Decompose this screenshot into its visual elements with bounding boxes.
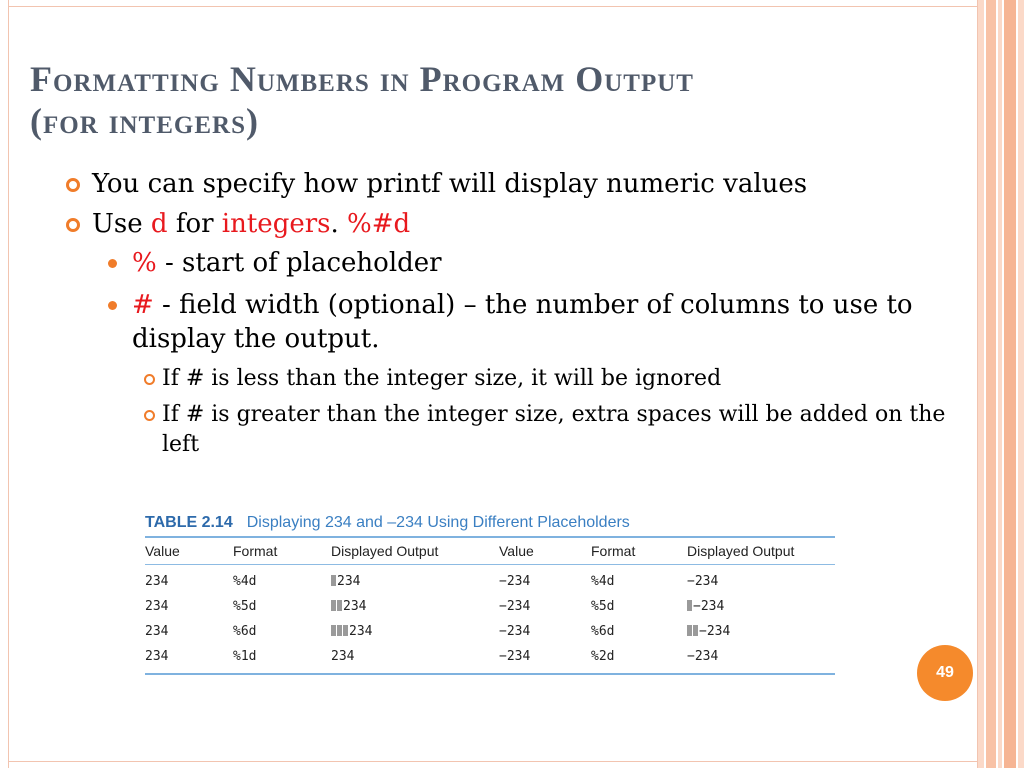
space-marker-icon: [343, 625, 348, 636]
output-cell: [687, 594, 831, 619]
sub-bullet-text: - start of placeholder: [156, 248, 442, 278]
header-value: Value: [145, 543, 180, 559]
cell-text: %6d: [233, 624, 257, 639]
value-cell: [499, 569, 591, 594]
bullet-d-highlight: d: [150, 209, 168, 239]
format-cell: [233, 644, 331, 669]
cell-text: −234: [699, 624, 731, 639]
format-cell: [591, 594, 687, 619]
value-cell: [499, 594, 591, 619]
bullet-code-highlight: %#d: [347, 209, 411, 239]
output-cell: [687, 619, 831, 644]
space-marker-icon: [687, 625, 692, 636]
space-marker-icon: [337, 625, 342, 636]
format-cell: [233, 594, 331, 619]
cell-text: %5d: [233, 599, 257, 614]
sub-bullet-percent: [60, 246, 960, 280]
value-cell: [145, 619, 233, 644]
ring-bullet-icon: [144, 410, 155, 421]
cell-text: %4d: [591, 574, 615, 589]
format-cell: [233, 569, 331, 594]
cell-text: 234: [145, 599, 169, 614]
table-row: [145, 569, 831, 594]
table-row: [145, 619, 831, 644]
sub-sub-bullet-ignored: [60, 364, 960, 394]
output-cell: [687, 569, 831, 594]
bullet-text-mid: for: [167, 209, 222, 239]
table-caption: [145, 510, 835, 536]
cell-text: %6d: [591, 624, 615, 639]
table-body: [145, 569, 831, 669]
sub-bullet-hash: [60, 288, 960, 356]
cell-text: −234: [687, 574, 719, 589]
value-cell: [145, 569, 233, 594]
output-cell: [687, 644, 831, 669]
space-marker-icon: [693, 625, 698, 636]
cell-text: %2d: [591, 649, 615, 664]
cell-text: %5d: [591, 599, 615, 614]
bullet-use-d: [60, 206, 960, 242]
cell-text: 234: [145, 574, 169, 589]
cell-text: 234: [145, 649, 169, 664]
table-bottom-rule: [145, 673, 835, 675]
sub-sub-bullet-text: If # is less than the integer size, it will be ignored: [162, 366, 722, 391]
sub-bullet-symbol: %: [132, 248, 157, 278]
output-cell: [331, 644, 499, 669]
space-marker-icon: [331, 625, 336, 636]
cell-text: 234: [337, 574, 361, 589]
slide-title-line1: Formatting Numbers in Program Output: [30, 59, 694, 99]
value-cell: [145, 594, 233, 619]
ring-bullet-icon: [144, 374, 155, 385]
cell-text: 234: [349, 624, 373, 639]
format-cell: [233, 619, 331, 644]
bullet-text: You can specify how printf will display numeric values: [92, 169, 808, 199]
cell-text: 234: [145, 624, 169, 639]
space-marker-icon: [687, 600, 692, 611]
frame-bottom-line: [8, 761, 978, 762]
cell-text: −234: [693, 599, 725, 614]
value-cell: [145, 644, 233, 669]
value-cell: [499, 644, 591, 669]
format-cell: [591, 644, 687, 669]
table-header-row: [145, 538, 831, 564]
bullet-integers-highlight: integers: [221, 209, 331, 239]
placeholder-table: [145, 510, 835, 675]
value-cell: [499, 619, 591, 644]
header-displayed-output: Displayed Output: [331, 543, 439, 559]
sub-bullet-text: - field width (optional) – the number of columns to use to display the output.: [132, 290, 913, 354]
bullet-text-post: .: [330, 209, 348, 239]
decorative-stripes: [978, 0, 1024, 768]
space-marker-icon: [331, 600, 336, 611]
header-format: Format: [591, 543, 636, 559]
bullet-text-pre: Use: [92, 209, 151, 239]
space-marker-icon: [337, 600, 342, 611]
cell-text: −234: [499, 599, 531, 614]
cell-text: 234: [331, 649, 355, 664]
cell-text: −234: [499, 574, 531, 589]
output-cell: [331, 569, 499, 594]
cell-text: 234: [343, 599, 367, 614]
table-caption-text: Displaying 234 and –234 Using Different Placeholders: [246, 514, 630, 531]
bullet-list: [60, 166, 960, 466]
cell-text: −234: [499, 624, 531, 639]
output-cell: [331, 594, 499, 619]
table-grid: [145, 538, 831, 564]
ring-bullet-icon: [66, 218, 80, 232]
slide-title: [30, 58, 950, 142]
header-value: Value: [499, 543, 534, 559]
format-cell: [591, 569, 687, 594]
format-cell: [591, 619, 687, 644]
dot-bullet-icon: [108, 259, 117, 268]
output-cell: [331, 619, 499, 644]
table-number: TABLE 2.14: [145, 514, 233, 531]
sub-sub-bullet-spaces: [60, 400, 960, 460]
sub-bullet-symbol: #: [132, 290, 154, 320]
bullet-specify-display: [60, 166, 960, 202]
table-row: [145, 644, 831, 669]
header-displayed-output: Displayed Output: [687, 543, 795, 559]
cell-text: −234: [499, 649, 531, 664]
ring-bullet-icon: [66, 178, 80, 192]
space-marker-icon: [331, 575, 336, 586]
cell-text: %4d: [233, 574, 257, 589]
dot-bullet-icon: [108, 301, 117, 310]
slide-title-line2: (for integers): [30, 101, 259, 141]
cell-text: %1d: [233, 649, 257, 664]
header-format: Format: [233, 543, 278, 559]
table-row: [145, 594, 831, 619]
cell-text: −234: [687, 649, 719, 664]
sub-sub-bullet-text: If # is greater than the integer size, extra spaces will be added on the left: [162, 402, 946, 457]
page-number-badge: 49: [917, 645, 973, 701]
